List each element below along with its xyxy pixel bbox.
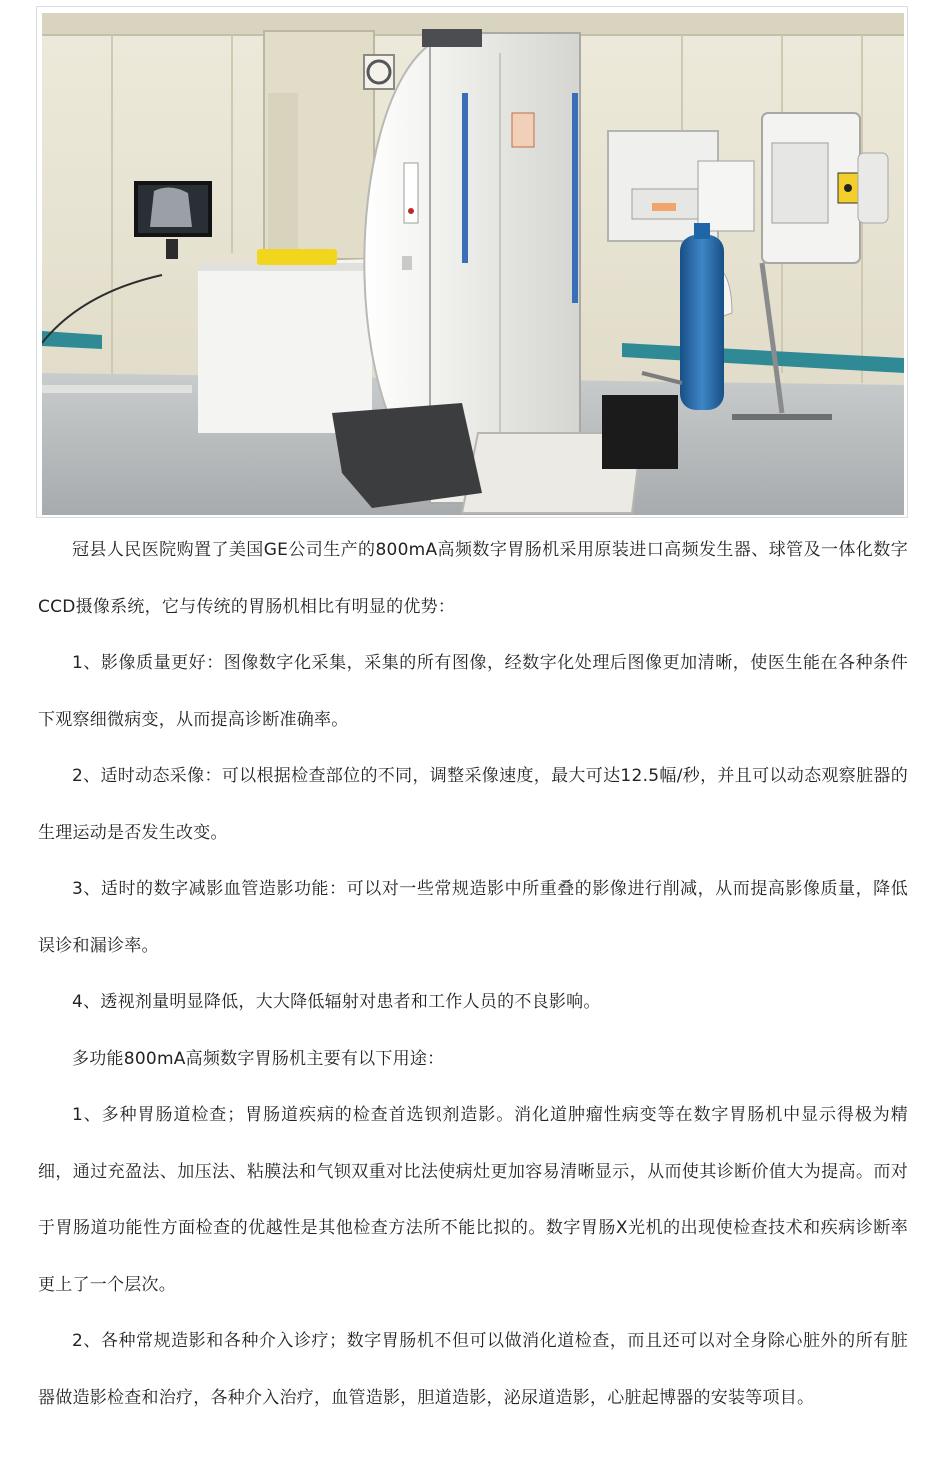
- paragraph-uses-heading: 多功能800mA高频数字胃肠机主要有以下用途：: [72, 1048, 445, 1069]
- paragraph-intro: 冠县人民医院购置了美国GE公司生产的800mA高频数字胃肠机采用原装进口高频发生器、球管及一体化数字CCD摄像系统，它与传统的胃肠机相比有明显的优势：: [38, 540, 908, 617]
- photo-illustration: [42, 13, 904, 515]
- paragraph-use-1: 1、多种胃肠道检查；胃肠道疾病的检查首选钡剂造影。消化道肿瘤性病变等在数字胃肠机中显示得极为精细，通过充盈法、加压法、粘膜法和气钡双重对比法使病灶更加容易清晰显示，从而使其诊断价值大为提高。而对于胃肠道功能性方面检查的优越性是其他检查方法所不能比拟的。数字胃肠X光机的出现使检查技术和疾病诊断率更上了一个层次。: [38, 1105, 908, 1295]
- paragraph-advantage-3: 3、适时的数字减影血管造影功能：可以对一些常规造影中所重叠的影像进行削减，从而提高影像质量，降低误诊和漏诊率。: [38, 879, 908, 956]
- paragraph-advantage-4: 4、透视剂量明显降低，大大降低辐射对患者和工作人员的不良影响。: [72, 992, 601, 1012]
- photo-frame: [36, 6, 908, 518]
- radiation-warning-icon: [844, 184, 852, 192]
- x-ray-machine-photo: [42, 13, 904, 515]
- paragraph-advantage-1: 1、影像质量更好：图像数字化采集，采集的所有图像，经数字化处理后图像更加清晰，使医生能在各种条件下观察细微病变，从而提高诊断准确率。: [38, 653, 908, 730]
- paragraph-use-2: 2、各种常规造影和各种介入诊疗；数字胃肠机不但可以做消化道检查，而且还可以对全身除心脏外的所有脏器做造影检查和治疗，各种介入治疗，血管造影，胆道造影，泌尿道造影，心脏起博器的安装等项目。: [38, 1331, 908, 1408]
- article: [38, 522, 908, 1426]
- paragraph-advantage-2: 2、适时动态采像：可以根据检查部位的不同，调整采像速度，最大可达12.5幅/秒，并且可以动态观察脏器的生理运动是否发生改变。: [38, 766, 908, 843]
